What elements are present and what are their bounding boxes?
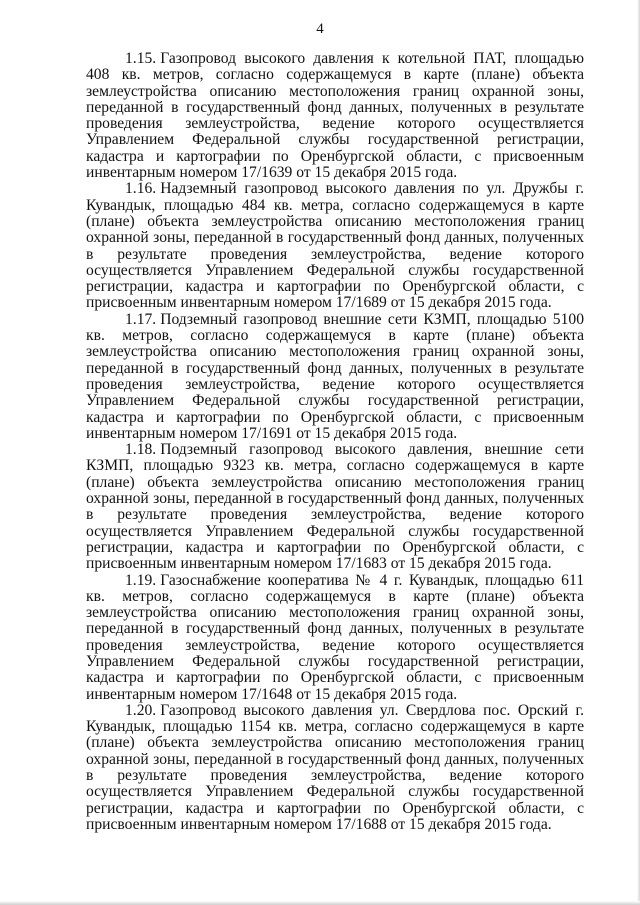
paragraph-1-17 [86,312,584,442]
paragraph-number: 1.15. [125,50,157,67]
paragraph-number: 1.16. [125,180,157,198]
document-body [86,51,584,833]
paragraph-text: Газопровод высокого давления ул. Свердлова пос. Орский г. Кувандык, площадью 1154 кв. метра, согласно содержащемуся в карте (плане) объекта землеустройства описанию местоположения границ охранной зоны, переданной в государственный фонд данных, полученных в результате проведения землеустройства, ведение которого осуществляется Управлением Федеральной службы государственной регистрации, кадастра и картографии по Оренбургской области, с присвоенным инвентарным номером 17/1688 от 15 декабря 2015 года. [86,701,584,833]
paragraph-text: Надземный газопровод высокого давления по ул. Дружбы г. Кувандык, площадью 484 кв. метра, согласно содержащемуся в карте (плане) объекта землеустройства описанию местоположения границ охранной зоны, переданной в государственный фонд данных, полученных в результате проведения землеустройства, ведение которого осуществляется Управлением Федеральной службы государственной регистрации, кадастра и картографии по Оренбургской области, с присвоенным инвентарным номером 17/1689 от 15 декабря 2015 года. [86,180,584,312]
paragraph-1-18 [86,442,584,572]
scan-edge-bottom [0,901,640,905]
paragraph-1-15 [86,51,584,181]
paragraph-text: Подземный газопровод внешние сети КЗМП, площадью 5100 кв. метров, согласно содержащемуся в карте (плане) объекта землеустройства описанию местоположения границ охранной зоны, переданной в государственный фонд данных, полученных в результате проведения землеустройства, ведение которого осуществляется Управлением Федеральной службы государственной регистрации, кадастра и картографии по Оренбургской области, с присвоенным инвентарным номером 17/1691 от 15 декабря 2015 года. [86,310,584,442]
paragraph-number: 1.20. [125,701,157,719]
paragraph-text: Газопровод высокого давления к котельной ПАТ, площадью 408 кв. метров, согласно содержащемуся в карте (плане) объекта землеустройства описанию местоположения границ охранной зоны, переданной в государственный фонд данных, полученных в результате проведения землеустройства, ведение которого осуществляется Управлением Федеральной службы государственной регистрации, кадастра и картографии по Оренбургской области, с присвоенным инвентарным номером 17/1639 от 15 декабря 2015 года. [86,50,584,182]
paragraph-number: 1.17. [125,310,157,328]
paragraph-1-19 [86,573,584,703]
paragraph-1-16 [86,181,584,311]
paragraph-text: Подземный газопровод высокого давления, внешние сети КЗМП, площадью 9323 кв. метра, согласно содержащемуся в карте (плане) объекта землеустройства описанию местоположения границ охранной зоны, переданной в государственный фонд данных, полученных в результате проведения землеустройства, ведение которого осуществляется Управлением Федеральной службы государственной регистрации, кадастра и картографии по Оренбургской области, с присвоенным инвентарным номером 17/1683 от 15 декабря 2015 года. [86,441,584,573]
paragraph-number: 1.19. [125,571,157,589]
paragraph-1-20 [86,703,584,833]
paragraph-number: 1.18. [125,441,157,459]
page-number: 4 [316,21,324,37]
paragraph-text: Газоснабжение кооператива № 4 г. Кувандык, площадью 611 кв. метров, согласно содержащемуся в карте (плане) объекта землеустройства описанию местоположения границ охранной зоны, переданной в государственный фонд данных, полученных в результате проведения землеустройства, ведение которого осуществляется Управлением Федеральной службы государственной регистрации, кадастра и картографии по Оренбургской области, с присвоенным инвентарным номером 17/1648 от 15 декабря 2015 года. [86,571,584,703]
